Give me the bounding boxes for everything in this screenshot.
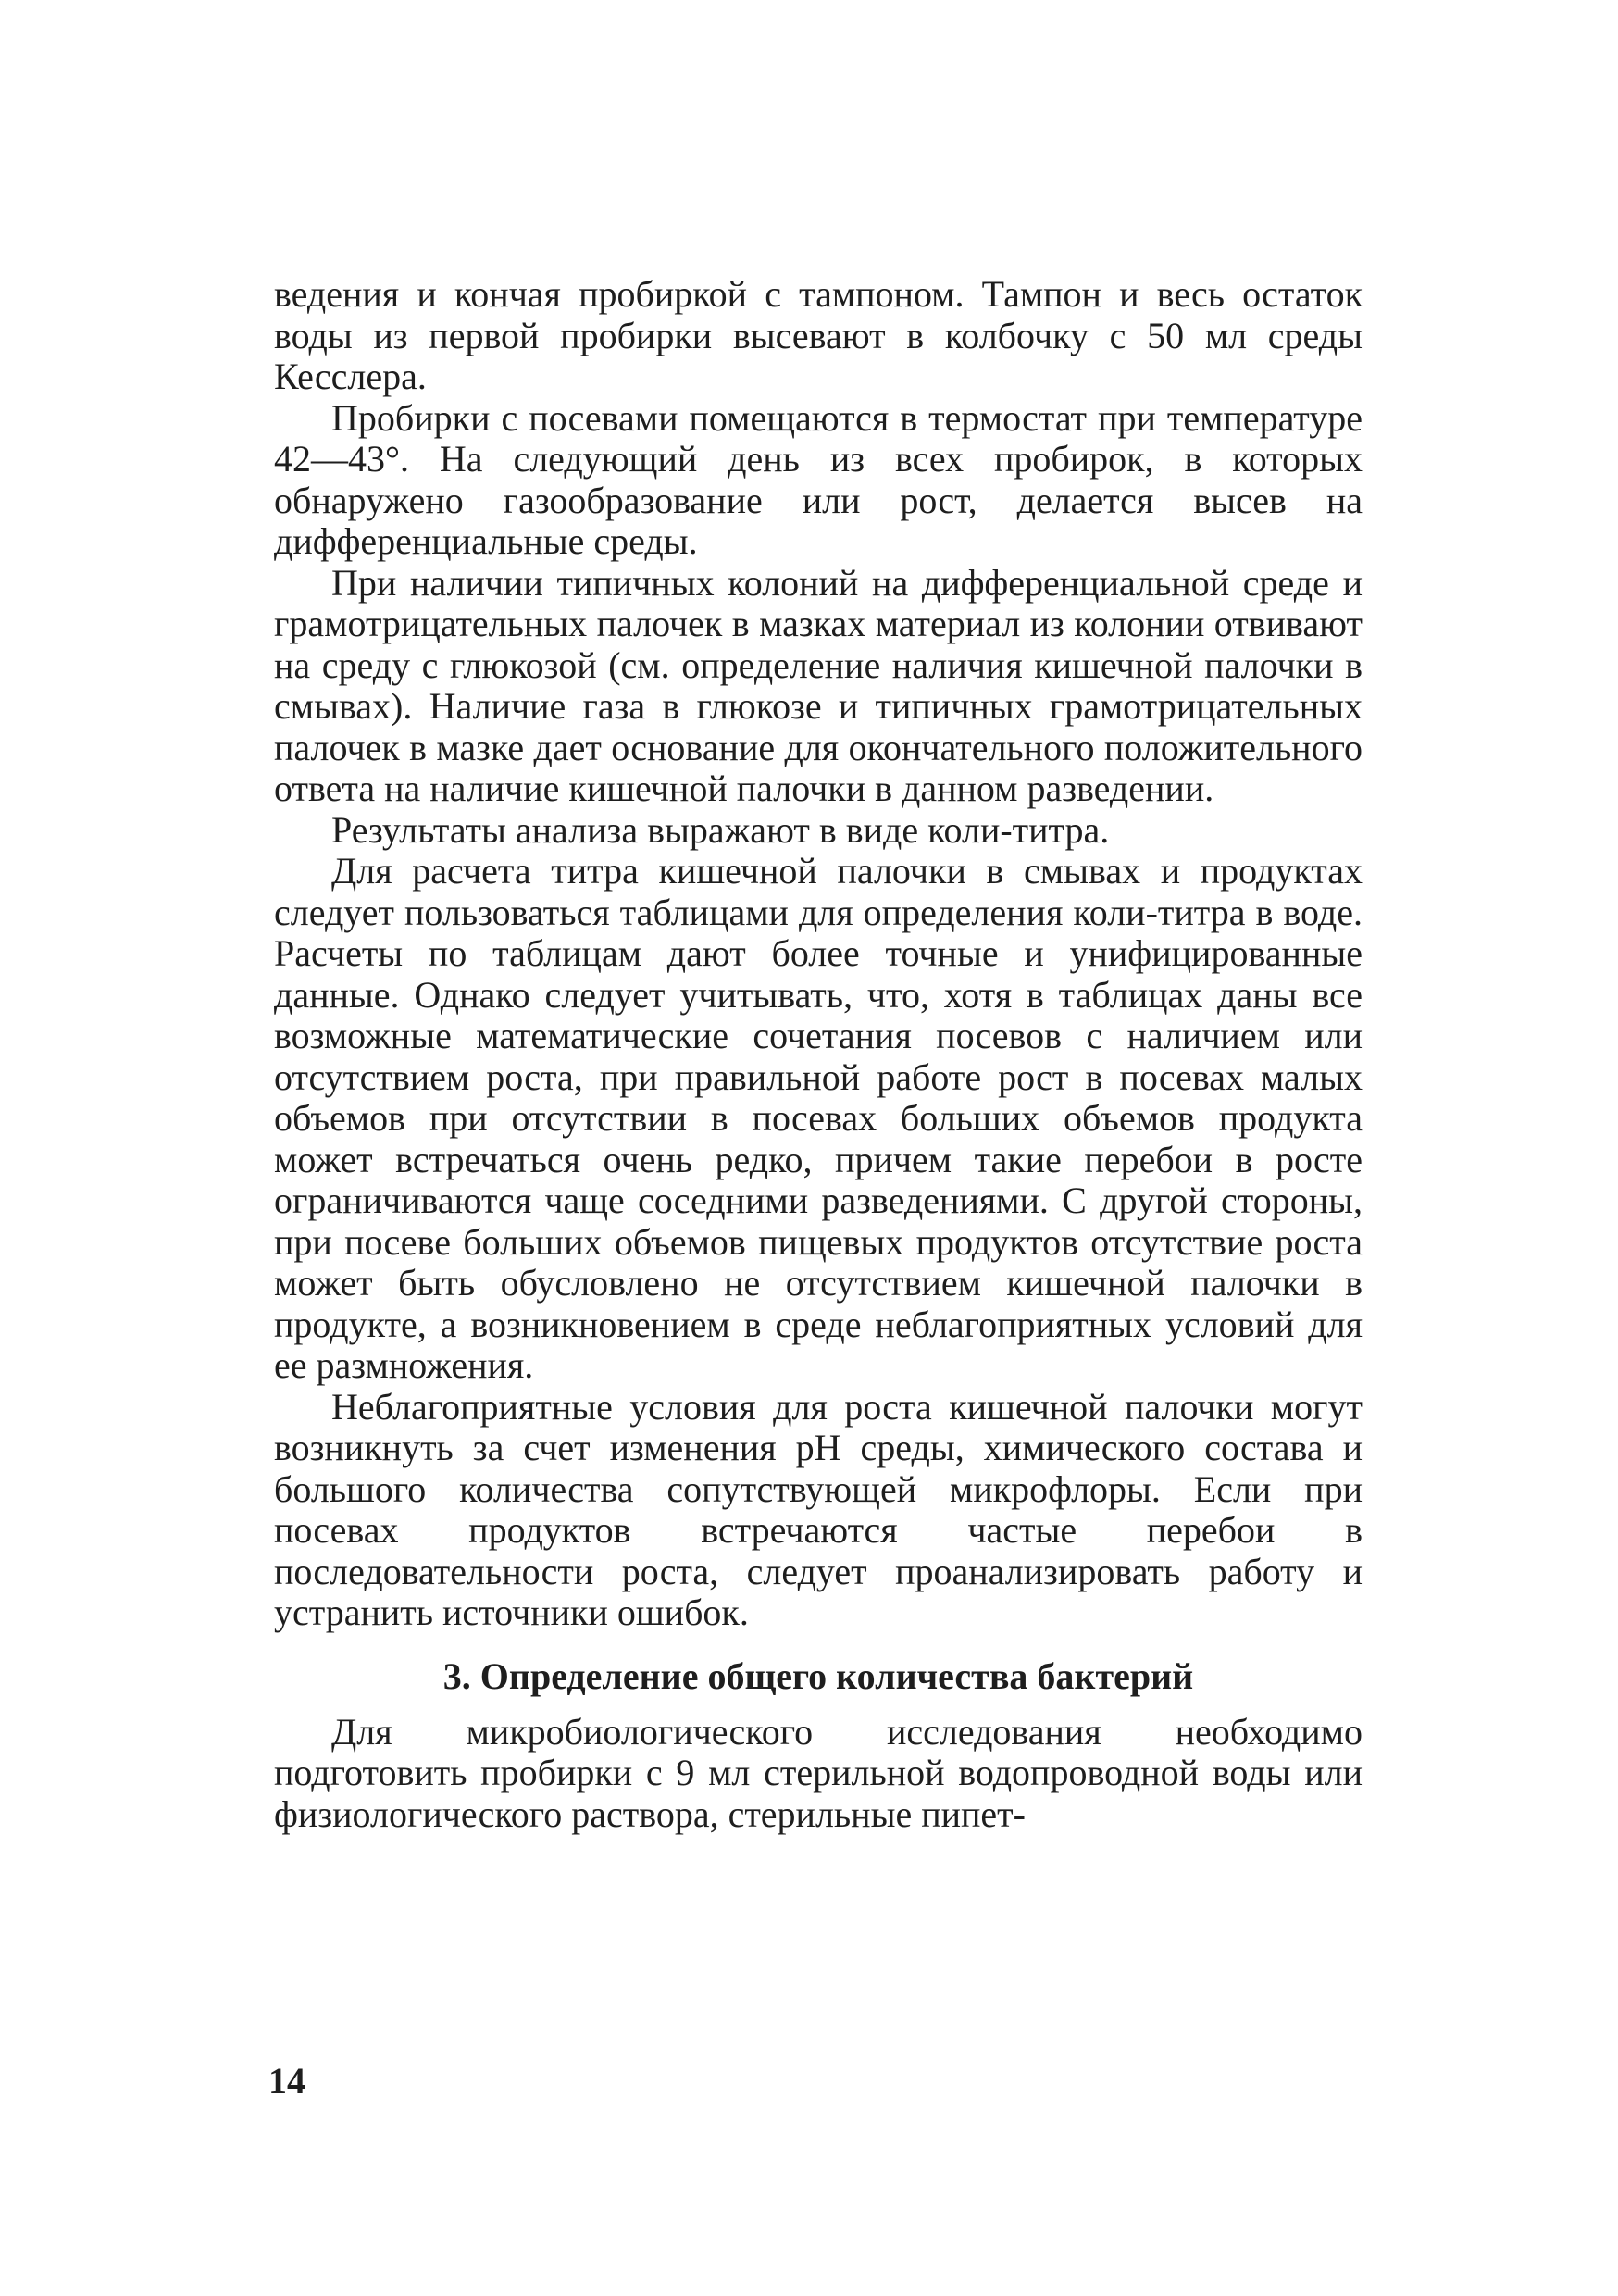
- page-body: [274, 274, 1363, 1835]
- paragraph-incubation: Пробирки с посевами помещаются в термостат при температуре 42—43°. На следующий день из всех пробирок, в которых обнаружено газообразование или рост, делается высев на дифференциальные среды.: [274, 396, 1363, 562]
- page-number: 14: [268, 2060, 305, 2102]
- paragraph-titer-calculation: Для расчета титра кишечной палочки в смывах и продуктах следует пользоваться таблицами для определения коли-титра в воде. Расчеты по таблицам дают более точные и унифицированные данные. Однако следует учитывать, что, хотя в таблицах даны все возможные математические сочетания посевов с наличием или отсутствием роста, при правильной работе рост в посевах малых объемов при отсутствии в посевах больших объемов продукта может встречаться очень редко, причем такие перебои в росте ограничиваются чаще соседними разведениями. С другой стороны, при посеве больших объемов пищевых продуктов отсутствие роста может быть обусловлено не отсутствием кишечной палочки в продукте, а возникновением в среде неблагоприятных условий для ее размножения.: [274, 850, 1363, 1386]
- paragraph-colonies: При наличии типичных колоний на дифференциальной среде и грамотрицательных палочек в мазках материал из колонии отвивают на среду с глюкозой (см. определение наличия кишечной палочки в смывах). Наличие газа в глюкозе и типичных грамотрицательных палочек в мазке дает основание для окончательного положительного ответа на наличие кишечной палочки в данном разведении.: [274, 561, 1363, 809]
- paragraph-section-intro: Для микробиологического исследования необходимо подготовить пробирки с 9 мл стерильной водопроводной воды или физиологического раствора, стерильные пипет-: [274, 1710, 1363, 1835]
- paragraph-results: Результаты анализа выражают в виде коли-титра.: [331, 808, 1110, 851]
- section-heading: 3. Определение общего количества бактерий: [442, 1654, 1194, 1697]
- paragraph-continuation: ведения и кончая пробиркой с тампоном. Тампон и весь остаток воды из первой пробирки высевают в колбочку с 50 мл среды Кесслера.: [274, 273, 1363, 397]
- paragraph-unfavorable-conditions: Неблагоприятные условия для роста кишечной палочки могут возникнуть за счет изменения pH среды, химического состава и большого количества сопутствующей микрофлоры. Если при посевах продуктов встречаются частые перебои в последовательности роста, следует проанализировать работу и устранить источники ошибок.: [274, 1385, 1363, 1633]
